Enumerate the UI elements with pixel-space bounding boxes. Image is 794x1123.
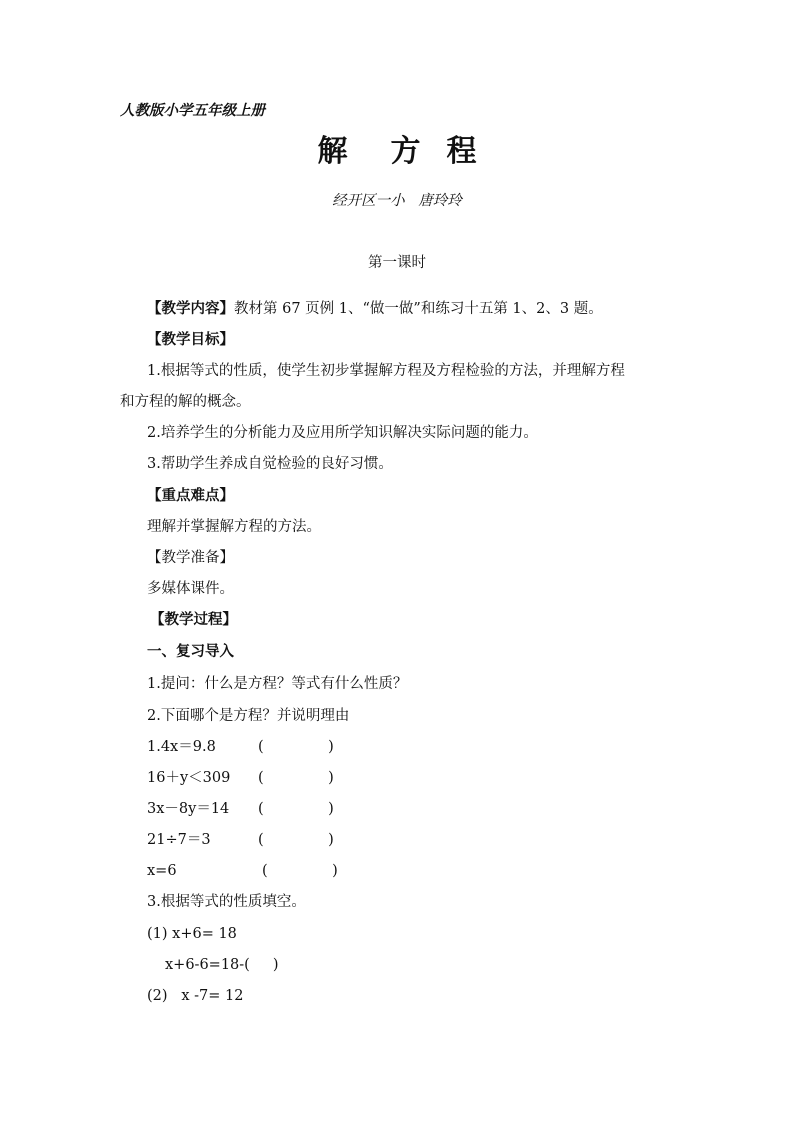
fill-2: (2) x -7= 12 [147, 988, 244, 1004]
goal-1a: 1.根据等式的性质，使学生初步掌握解方程及方程检验的方法，并理解方程 [147, 363, 625, 379]
question-2: 2.下面哪个是方程？并说明理由 [147, 708, 350, 724]
answer-blank: ( ) [258, 739, 334, 755]
title-char-2: 方 [390, 134, 421, 169]
author-line: 经开区一小 唐玲玲 [332, 193, 462, 209]
preparation-text: 多媒体课件。 [147, 581, 234, 597]
teaching-content-text: 教材第 67 页例 1、“做一做”和练习十五第 1、2、3 题。 [234, 301, 603, 317]
equation-expr: 1.4x＝9.8 [147, 739, 216, 755]
question-1: 1.提问：什么是方程？等式有什么性质？ [147, 676, 408, 692]
teaching-content-tag: 【教学内容】 [147, 300, 234, 317]
answer-blank: ( ) [262, 863, 338, 879]
answer-blank: ( ) [258, 832, 334, 848]
preparation-heading: 【教学准备】 [147, 550, 234, 566]
goal-2: 2.培养学生的分析能力及应用所学知识解决实际问题的能力。 [147, 425, 538, 441]
lesson-label: 第一课时 [368, 255, 426, 271]
title-char-3: 程 [446, 134, 477, 169]
question-3: 3.根据等式的性质填空。 [147, 894, 306, 910]
goals-heading: 【教学目标】 [147, 331, 234, 348]
equation-expr: 21÷7＝3 [147, 832, 211, 848]
page-title [0, 126, 794, 170]
equation-expr: 3x－8y＝14 [147, 801, 230, 817]
teaching-content [147, 299, 603, 319]
key-points-text: 理解并掌握解方程的方法。 [147, 519, 321, 535]
fill-1: (1) x+6= 18 [147, 926, 237, 942]
goal-3: 3.帮助学生养成自觉检验的良好习惯。 [147, 456, 393, 472]
equation-expr: x=6 [147, 863, 177, 879]
key-points-heading: 【重点难点】 [147, 487, 234, 504]
answer-blank: ( ) [258, 770, 334, 786]
equation-expr: 16＋y＜309 [147, 770, 231, 786]
section-1-heading: 一、复习导入 [147, 643, 234, 660]
answer-blank: ( ) [258, 801, 334, 817]
series-label: 人教版小学五年级上册 [120, 102, 265, 119]
goal-1b: 和方程的解的概念。 [120, 394, 251, 410]
title-char-1: 解 [317, 134, 348, 169]
process-heading: 【教学过程】 [150, 611, 237, 628]
fill-1-step: x+6-6=18-( ) [165, 957, 279, 973]
